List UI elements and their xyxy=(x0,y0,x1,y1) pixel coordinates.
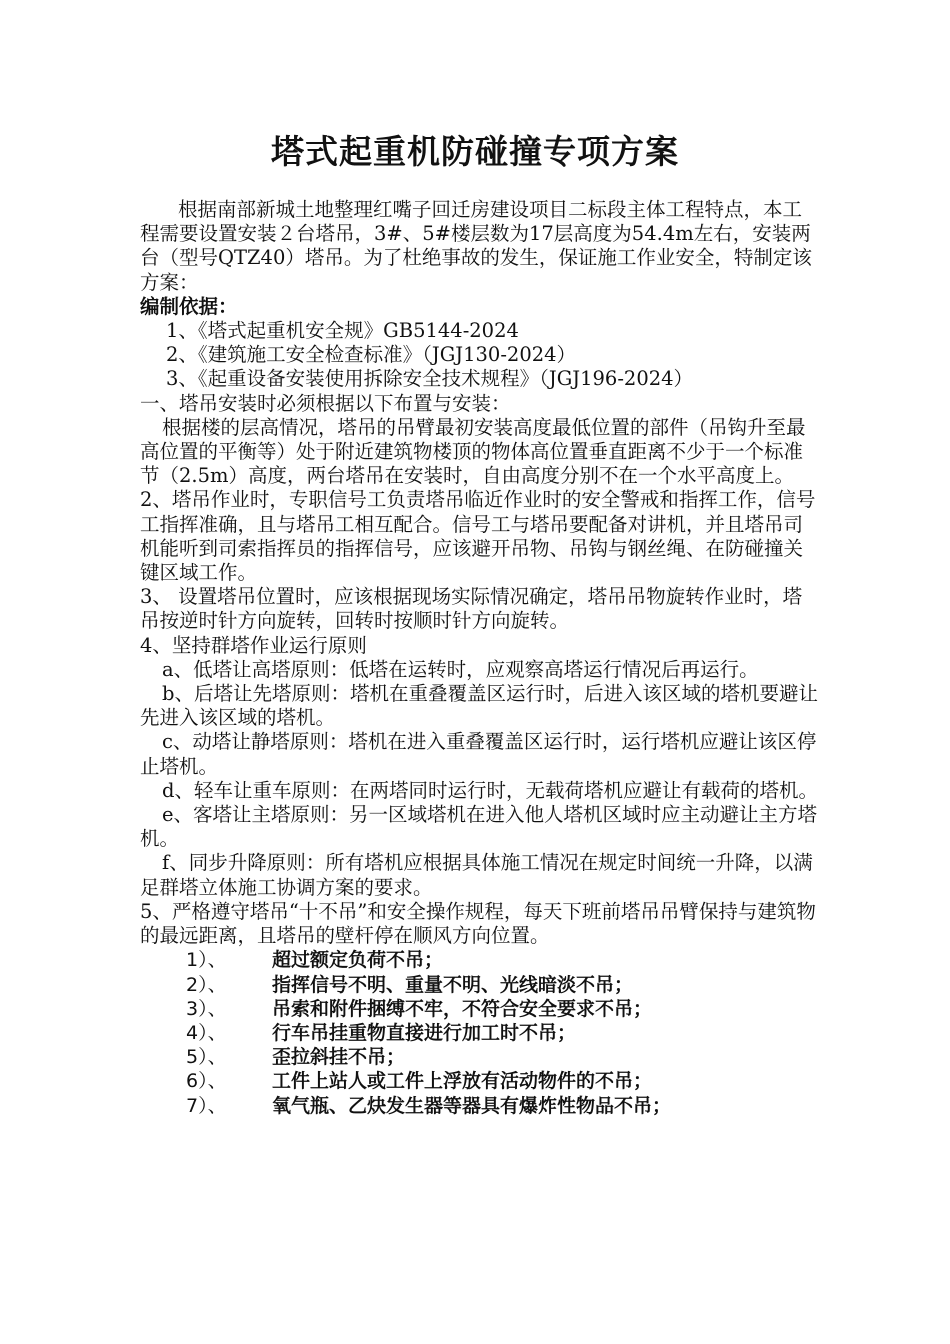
principle-item: e、客塔让主塔原则：另一区域塔机在进入他人塔机区域时应主动避让主方塔机。 xyxy=(140,803,818,851)
rule-text: 吊索和附件捆缚不牢，不符合安全要求不吊； xyxy=(272,997,653,1020)
document-title: 塔式起重机防碰撞专项方案 xyxy=(271,132,679,171)
section-1-body: 根据楼的层高情况，塔吊的吊臂最初安装高度最低位置的部件（吊钩升至最高位置的平衡等）处于附近建筑物楼顶的物体高位置垂直距离不少于一个标准节（2.5m）高度，两台塔吊在安装时，自由高度分别不在一个水平高度上。 xyxy=(140,415,806,488)
section-3-paragraph: 3、 设置塔吊位置时，应该根据现场实际情况确定，塔吊吊物旋转作业时，塔吊按逆时针方向旋转，回转时按顺时针方向旋转。 xyxy=(140,585,803,633)
rule-number: 4）、 xyxy=(186,1021,227,1044)
section-4-heading: 4、坚持群塔作业运行原则 xyxy=(140,633,367,657)
rule-text: 指挥信号不明、重量不明、光线暗淡不吊； xyxy=(272,973,634,996)
rule-number: 1）、 xyxy=(186,949,227,972)
principle-item: f、同步升降原则：所有塔机应根据具体施工情况在规定时间统一升降，以满足群塔立体施工协调方案的要求。 xyxy=(140,851,813,899)
rule-item xyxy=(140,1045,820,1069)
principle-item: d、轻车让重车原则：在两塔同时运行时，无载荷塔机应避让有载荷的塔机。 xyxy=(162,778,818,802)
rule-number: 6）、 xyxy=(186,1070,227,1093)
rule-item xyxy=(140,973,820,997)
rule-number: 2）、 xyxy=(186,973,227,996)
rule-item xyxy=(140,1069,820,1093)
principle-item: c、动塔让静塔原则：塔机在进入重叠覆盖区运行时，运行塔机应避让该区停止塔机。 xyxy=(140,730,817,778)
rule-text: 超过额定负荷不吊； xyxy=(272,949,444,972)
basis-item: 1、《塔式起重机安全规》GB5144-2024 xyxy=(166,319,519,343)
rule-text: 工件上站人或工件上浮放有活动物件的不吊； xyxy=(272,1070,653,1093)
basis-item: 3、《起重设备安装使用拆除安全技术规程》（JGJ196-2024） xyxy=(166,367,694,391)
rule-item xyxy=(140,1021,820,1045)
rule-number: 5）、 xyxy=(186,1046,227,1069)
rule-number: 7）、 xyxy=(186,1094,227,1117)
section-2-paragraph: 2、塔吊作业时，专职信号工负责塔吊临近作业时的安全警戒和指挥工作，信号工指挥准确，且与塔吊工相互配合。信号工与塔吊要配备对讲机，并且塔吊司机能听到司索指挥员的指挥信号，应该避开吊物、吊钩与钢丝绳、在防碰撞关键区域工作。 xyxy=(140,488,816,585)
document-body xyxy=(140,198,820,1118)
basis-heading: 编制依据： xyxy=(140,294,238,318)
principle-item: b、后塔让先塔原则：塔机在重叠覆盖区运行时，后进入该区域的塔机要避让先进入该区域的塔机。 xyxy=(140,682,818,730)
rule-text: 氧气瓶、乙炔发生器等器具有爆炸性物品不吊； xyxy=(272,1094,672,1117)
rule-item xyxy=(140,997,820,1021)
rule-number: 3）、 xyxy=(186,997,227,1020)
section-1-heading: 一、塔吊安装时必须根据以下布置与安装： xyxy=(140,391,511,415)
section-5-paragraph: 5、严格遵守塔吊“十不吊”和安全操作规程，每天下班前塔吊吊臂保持与建筑物的最远距离，且塔吊的壁杆停在顺风方向位置。 xyxy=(140,899,816,948)
rule-text: 歪拉斜挂不吊； xyxy=(272,1046,406,1069)
rule-item xyxy=(140,1094,820,1118)
rule-text: 行车吊挂重物直接进行加工时不吊； xyxy=(272,1021,577,1044)
intro-paragraph: 根据南部新城土地整理红嘴子回迁房建设项目二标段主体工程特点，本工程需要设置安装２台塔吊，3#、5#楼层数为17层高度为54.4m左右，安装两台（型号QTZ40）塔吊。为了杜绝事故的发生，保证施工作业安全，特制定该方案： xyxy=(140,198,812,294)
rule-item xyxy=(140,948,820,972)
basis-item: 2、《建筑施工安全检查标准》（JGJ130-2024） xyxy=(166,343,577,367)
principle-item: a、低塔让高塔原则：低塔在运转时，应观察高塔运行情况后再运行。 xyxy=(162,657,759,681)
